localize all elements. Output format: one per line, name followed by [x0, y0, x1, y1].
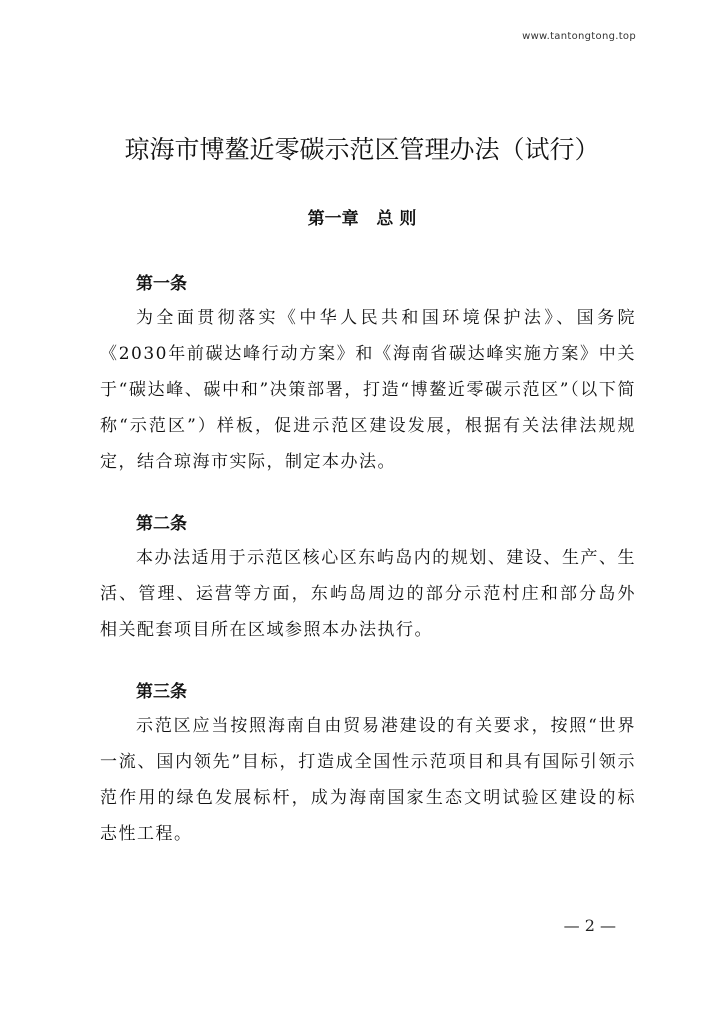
article-body: 本办法适用于示范区核心区东屿岛内的规划、建设、生产、生活、管理、运营等方面，东屿岛周边的部分示范村庄和部分岛外相关配套项目所在区域参照本办法执行。: [100, 548, 636, 640]
article-body: 示范区应当按照海南自由贸易港建设的有关要求，按照“世界一流、国内领先”目标，打造成全国性示范项目和具有国际引领示范作用的绿色发展标杆，成为海南国家生态文明试验区建设的标志性工程。: [100, 716, 636, 844]
watermark-url: www.tantongtong.top: [522, 31, 636, 42]
article-heading: 第二条: [136, 514, 187, 534]
page-number: — 2 —: [563, 916, 616, 935]
chapter-title: 第一章 总 则: [307, 209, 417, 229]
document-title: 琼海市博鳌近零碳示范区管理办法（试行）: [124, 135, 600, 164]
article-1: [100, 268, 636, 480]
article-2: [100, 508, 636, 648]
article-heading: 第一条: [136, 274, 187, 294]
article-heading: 第三条: [136, 682, 187, 702]
article-3: [100, 676, 636, 852]
article-body: 为全面贯彻落实《中华人民共和国环境保护法》、国务院《2030年前碳达峰行动方案》和《海南省碳达峰实施方案》中关于“碳达峰、碳中和”决策部署，打造“博鳌近零碳示范区”（以下简称“示范区”）样板，促进示范区建设发展，根据有关法律法规规定，结合琼海市实际，制定本办法。: [100, 308, 636, 472]
